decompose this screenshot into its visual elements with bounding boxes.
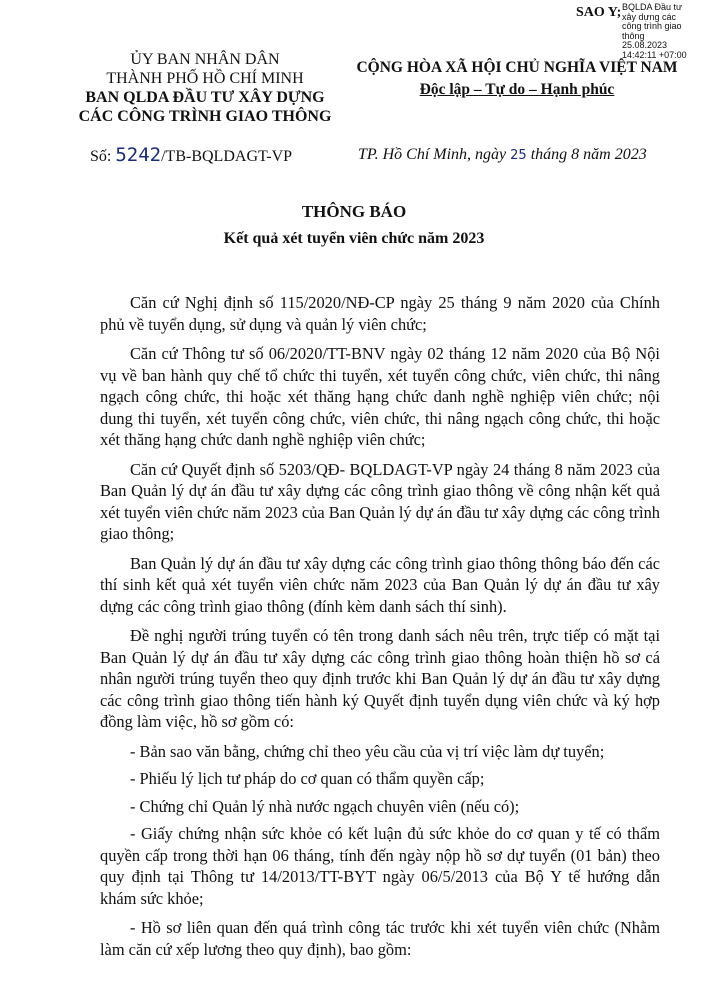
agency-line-2: THÀNH PHỐ HỒ CHÍ MINH — [106, 70, 304, 87]
doc-number-prefix: Số: — [90, 148, 112, 165]
list-item: - Bản sao văn bằng, chứng chỉ theo yêu cầu của vị trí việc làm dự tuyển; — [130, 741, 605, 761]
document-body — [100, 292, 660, 968]
list-item: - Giấy chứng nhận sức khỏe có kết luận đủ sức khỏe do cơ quan y tế có thẩm quyền cấp trong thời hạn 06 tháng, tính đến ngày nộp hồ sơ dự tuyển (01 bản) theo quy định tại Thông tư 14/2013/TT-BYT ngày 06/5/2013 của Bộ Y tế hướng dẫn khám sức khỏe; — [100, 824, 660, 908]
document-subtitle: Kết quả xét tuyển viên chức năm 2023 — [223, 230, 485, 247]
national-motto-header — [342, 57, 692, 101]
list-item: - Hồ sơ liên quan đến quá trình công tác trước khi xét tuyển viên chức (Nhằm làm căn cứ xếp lương theo quy định), bao gồm: — [100, 918, 660, 959]
date-day-handwritten: 25 — [510, 148, 527, 163]
nation-motto: Độc lập – Tự do – Hạnh phúc — [419, 81, 615, 98]
paragraph: Ban Quản lý dự án đầu tư xây dựng các công trình giao thông thông báo đến các thí sinh kết quả xét tuyển viên chức năm 2023 của Ban Quản lý dự án đầu tư xây dựng các công trình giao thông (đính kèm danh sách thí sinh). — [100, 553, 660, 616]
agency-line-3: BAN QLDA ĐẦU TƯ XÂY DỰNG — [85, 89, 325, 106]
paragraph: Căn cứ Thông tư số 06/2020/TT-BNV ngày 02 tháng 12 năm 2020 của Bộ Nội vụ về ban hành quy chế tổ chức thi tuyển, xét tuyển công chức, viên chức, thi nâng ngạch công chức, thi hoặc xét thăng hạng chức danh nghề nghiệp viên chức; nội dung thi tuyển, xét tuyển công chức, viên chức, thi nâng ngạch công chức, thi hoặc xét thăng hạng chức danh nghề nghiệp viên chức; — [100, 344, 660, 449]
doc-number-handwritten: 5242 — [115, 144, 162, 166]
issuing-agency-header — [70, 50, 340, 126]
agency-line-1: ỦY BAN NHÂN DÂN — [130, 51, 280, 68]
document-title: THÔNG BÁO — [301, 202, 407, 221]
issue-date — [358, 146, 647, 164]
doc-number-suffix: /TB-BQLDAGT-VP — [161, 148, 293, 165]
list-item: - Phiếu lý lịch tư pháp do cơ quan có thẩm quyền cấp; — [130, 769, 485, 788]
date-prefix: TP. Hồ Chí Minh, ngày — [358, 146, 507, 163]
paragraph: Căn cứ Nghị định số 115/2020/NĐ-CP ngày 25 tháng 9 năm 2020 của Chính phủ về tuyển dụng, sử dụng và quản lý viên chức; — [100, 293, 660, 334]
copy-stamp-label: SAO Y; — [576, 5, 622, 20]
date-suffix: tháng 8 năm 2023 — [530, 146, 647, 163]
paragraph: Căn cứ Quyết định số 5203/QĐ- BQLDAGT-VP ngày 24 tháng 8 năm 2023 của Ban Quản lý dự án đầu tư xây dựng các công trình giao thông về công nhận kết quả xét tuyển viên chức năm 2023 của Ban Quản lý dự án đầu tư xây dựng các công trình giao thông; — [100, 459, 660, 543]
agency-line-4: CÁC CÔNG TRÌNH GIAO THÔNG — [78, 108, 332, 125]
document-number — [90, 144, 292, 166]
nation-title: CỘNG HÒA XÃ HỘI CHỦ NGHĨA VIỆT NAM — [356, 59, 678, 76]
paragraph: Đề nghị người trúng tuyển có tên trong danh sách nêu trên, trực tiếp có mặt tại Ban Quản lý dự án đầu tư xây dựng các công trình giao thông hoàn thiện hồ sơ cá nhân người trúng tuyển theo quy định trước khi Ban Quản lý dự án đầu tư xây dựng các công trình giao thông tiến hành ký Quyết định tuyển dụng viên chức và ký hợp đồng làm việc, hồ sơ gồm có: — [100, 626, 660, 731]
digital-signature-stamp: BQLDA Đầu tư xây dựng các công trình giao thông 25.08.2023 14:42:11 +07:00 — [622, 2, 687, 60]
list-item: - Chứng chỉ Quản lý nhà nước ngạch chuyên viên (nếu có); — [130, 796, 520, 816]
